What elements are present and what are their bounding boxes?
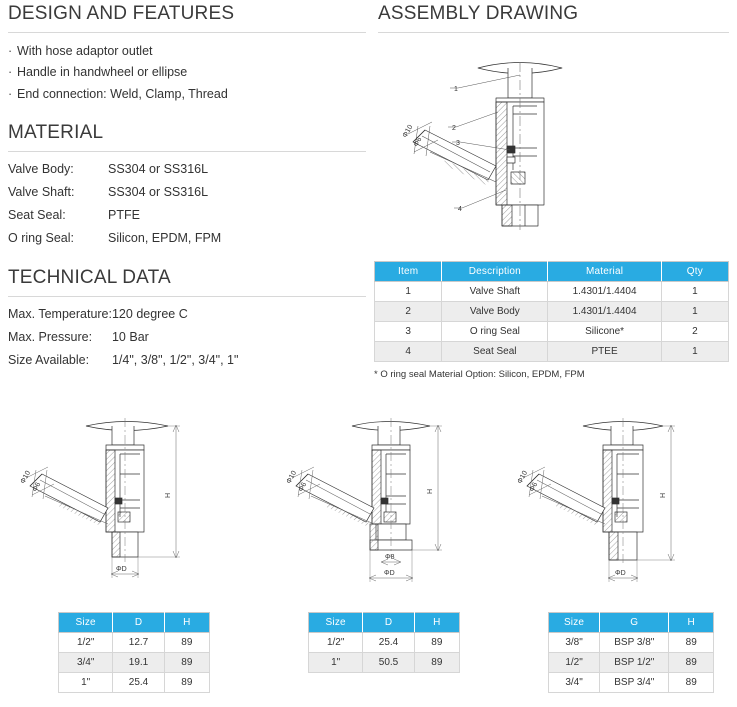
callout-2: 2 (452, 125, 456, 132)
dim-phi6: Φ6 (31, 481, 43, 493)
callout-4: 4 (458, 206, 462, 213)
spec-label: O ring Seal: (8, 231, 75, 246)
table-row (59, 673, 210, 693)
dim-phi6: Φ6 (528, 481, 540, 493)
table-row (8, 227, 366, 250)
cell-qty: 1 (661, 302, 728, 322)
features-list (8, 41, 366, 106)
feature-text: Handle in handwheel or ellipse (17, 65, 188, 80)
cell-material: Silicone* (548, 322, 661, 342)
product-drawing-clamp (258, 412, 458, 602)
spec-value: Silicon, EPDM, FPM (108, 231, 222, 246)
dimension-table-weld-block (58, 612, 210, 693)
cell-h: 89 (164, 653, 209, 673)
table-row (8, 349, 366, 372)
section-title-assembly-drawing: ASSEMBLY DRAWING (378, 3, 579, 24)
dim-phi8: Φ8 (385, 554, 395, 561)
bullet-icon: · (8, 86, 13, 101)
page-title-design-and-features: DESIGN AND FEATURES (8, 3, 235, 24)
product-drawing-weld (12, 412, 222, 602)
spec-value: SS304 or SS316L (108, 162, 209, 177)
dim-phi-d: ΦD (116, 566, 127, 573)
dim-h: H (427, 488, 434, 494)
spec-value: PTFE (108, 208, 140, 223)
parts-table-block (374, 261, 729, 380)
cell-d: 50.5 (363, 653, 414, 673)
table-header-row (375, 262, 729, 282)
dim-phi10: Φ10 (401, 123, 415, 139)
column-header-h: H (164, 613, 209, 633)
table-row (375, 302, 729, 322)
feature-text: End connection: Weld, Clamp, Thread (17, 86, 228, 101)
spec-value: 1/4", 3/8", 1/2", 3/4", 1" (111, 353, 239, 368)
column-header-size: Size (309, 613, 363, 633)
dim-phi-d: ΦD (384, 570, 395, 577)
column-header-size: Size (549, 613, 600, 633)
table-header-row (549, 613, 714, 633)
table-row (8, 204, 366, 227)
spec-label: Max. Pressure: (8, 330, 93, 345)
column-header-item: Item (375, 262, 442, 282)
table-row (549, 673, 714, 693)
cell-qty: 1 (661, 282, 728, 302)
table-row (8, 326, 366, 349)
assembly-heading-block (378, 4, 729, 33)
table-row (549, 653, 714, 673)
cell-description: O ring Seal (442, 322, 548, 342)
cell-size: 3/4" (59, 653, 113, 673)
spec-value: SS304 or SS316L (108, 185, 209, 200)
cell-h: 89 (669, 673, 714, 693)
callout-3: 3 (456, 140, 460, 147)
cell-d: 25.4 (363, 633, 414, 653)
column-header-h: H (669, 613, 714, 633)
spec-label: Seat Seal: (8, 208, 66, 223)
column-header-material: Material (548, 262, 661, 282)
material-spec-table (8, 158, 366, 250)
heading-divider (8, 32, 366, 33)
dim-phi10: Φ10 (516, 469, 530, 485)
table-header-row (59, 613, 210, 633)
cell-d: 12.7 (113, 633, 164, 653)
dimension-table-weld (58, 612, 210, 693)
cell-material: 1.4301/1.4404 (548, 302, 661, 322)
dimension-table-thread (548, 612, 714, 693)
table-row (309, 633, 460, 653)
cell-h: 89 (414, 633, 459, 653)
section-title-material: MATERIAL (8, 122, 104, 144)
cell-g: BSP 1/2" (600, 653, 669, 673)
spec-value: 120 degree C (111, 307, 188, 322)
bullet-icon: · (8, 65, 13, 80)
cell-material: PTEE (548, 342, 661, 362)
cell-qty: 1 (661, 342, 728, 362)
cell-item: 1 (375, 282, 442, 302)
table-row (59, 653, 210, 673)
heading-divider (8, 151, 366, 152)
column-header-description: Description (442, 262, 548, 282)
dimension-table-clamp (308, 612, 460, 673)
dim-phi10: Φ10 (19, 469, 33, 485)
bullet-icon: · (8, 43, 13, 58)
table-row (8, 158, 366, 181)
assembly-drawing (370, 30, 737, 255)
dimension-table-thread-block (548, 612, 714, 693)
dimension-table-clamp-block (308, 612, 460, 673)
cell-h: 89 (164, 633, 209, 653)
cell-qty: 2 (661, 322, 728, 342)
dim-h: H (660, 492, 667, 498)
column-header-d: D (113, 613, 164, 633)
cell-description: Seat Seal (442, 342, 548, 362)
spec-value: 10 Bar (111, 330, 149, 345)
cell-item: 3 (375, 322, 442, 342)
column-header-d: D (363, 613, 414, 633)
left-column (8, 4, 366, 372)
cell-h: 89 (669, 633, 714, 653)
spec-label: Valve Body: (8, 162, 74, 177)
column-header-g: G (600, 613, 669, 633)
cell-size: 1/2" (59, 633, 113, 653)
cell-item: 4 (375, 342, 442, 362)
cell-material: 1.4301/1.4404 (548, 282, 661, 302)
table-header-row (309, 613, 460, 633)
cell-item: 2 (375, 302, 442, 322)
dim-phi6: Φ6 (412, 136, 424, 148)
cell-h: 89 (164, 673, 209, 693)
spec-label: Valve Shaft: (8, 185, 75, 200)
column-header-size: Size (59, 613, 113, 633)
table-row (309, 653, 460, 673)
spec-label: Size Available: (8, 353, 90, 368)
column-header-qty: Qty (661, 262, 728, 282)
technical-spec-table (8, 303, 366, 372)
cell-description: Valve Body (442, 302, 548, 322)
table-row (59, 633, 210, 653)
heading-divider (8, 296, 366, 297)
cell-size: 3/8" (549, 633, 600, 653)
table-row (8, 181, 366, 204)
column-header-h: H (414, 613, 459, 633)
table-row (375, 342, 729, 362)
list-item (8, 84, 366, 106)
dim-phi10: Φ10 (285, 469, 299, 485)
cell-g: BSP 3/8" (600, 633, 669, 653)
cell-size: 1" (309, 653, 363, 673)
dim-phi-d: ΦD (615, 570, 626, 577)
dim-phi6: Φ6 (297, 481, 309, 493)
cell-g: BSP 3/4" (600, 673, 669, 693)
list-item (8, 41, 366, 63)
spec-label: Max. Temperature: (8, 307, 112, 322)
cell-h: 89 (414, 653, 459, 673)
feature-text: With hose adaptor outlet (17, 43, 153, 58)
table-row (375, 282, 729, 302)
cell-h: 89 (669, 653, 714, 673)
parts-table (374, 261, 729, 362)
callout-1: 1 (454, 86, 458, 93)
cell-size: 1/2" (309, 633, 363, 653)
cell-d: 25.4 (113, 673, 164, 693)
cell-size: 1/2" (549, 653, 600, 673)
table-row (375, 322, 729, 342)
cell-size: 1" (59, 673, 113, 693)
cell-description: Valve Shaft (442, 282, 548, 302)
cell-d: 19.1 (113, 653, 164, 673)
table-row (8, 303, 366, 326)
list-item (8, 62, 366, 84)
dim-h: H (165, 492, 172, 498)
product-drawing-thread (503, 412, 703, 602)
table-row (549, 633, 714, 653)
cell-size: 3/4" (549, 673, 600, 693)
parts-table-footnote: * O ring seal Material Option: Silicon, EPDM, FPM (374, 369, 585, 380)
section-title-technical-data: TECHNICAL DATA (8, 267, 171, 289)
